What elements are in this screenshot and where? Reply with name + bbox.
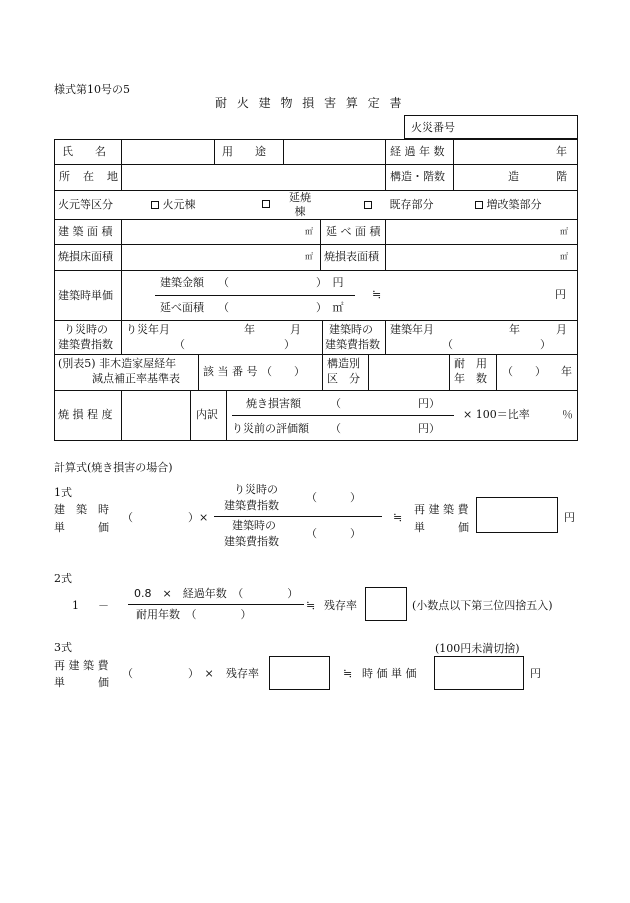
- use-field[interactable]: [284, 140, 385, 164]
- f1-den-line1: 建築時の: [232, 519, 276, 532]
- f1-result-line1: 再 建 築 費: [414, 503, 469, 516]
- f2-one: 1: [72, 599, 79, 612]
- burned-floor-area-label: 焼損床面積: [58, 250, 113, 263]
- name-field[interactable]: [122, 140, 214, 164]
- elapsed-years-unit: 年: [556, 145, 567, 158]
- structure-unit: 造: [508, 170, 519, 183]
- burned-surface-area-field[interactable]: [386, 245, 554, 270]
- f2-denominator: 耐用年数 （ ）: [136, 608, 252, 621]
- fire-date-label: り災年月: [126, 323, 170, 336]
- paren: ）: [284, 338, 295, 351]
- f3-rebuild-price-field[interactable]: （ ） ×: [122, 667, 214, 680]
- fire-index-field[interactable]: [186, 337, 282, 353]
- f2-minus: －: [98, 599, 109, 612]
- elapsed-years-label: 経 過 年 数: [390, 145, 445, 158]
- f1-den-field[interactable]: （ ）: [306, 527, 361, 540]
- construction-unit-price-label: 建築時単価: [58, 289, 113, 302]
- total-area-field[interactable]: [386, 220, 554, 244]
- building-area-label: 建 築 面 積: [58, 225, 113, 238]
- f3-residual-rate-box[interactable]: [269, 656, 330, 690]
- floors-unit: 階: [556, 170, 567, 183]
- build-year-unit: 年: [509, 323, 520, 336]
- f2-numerator: 0.8 × 経過年数 （ ）: [134, 587, 299, 600]
- pre-fire-value-label: り災前の評価額: [232, 422, 309, 435]
- useful-life-label-2: 年 数: [454, 372, 487, 385]
- building-area-unit: ㎡: [305, 227, 313, 236]
- damage-amount-label: 焼き損害額: [246, 397, 301, 410]
- fire-month-unit: 月: [290, 323, 301, 336]
- f1-unit-price-field[interactable]: （ ）×: [122, 511, 209, 524]
- f1-unit: 円: [564, 511, 575, 524]
- struct-class-label-2: 区 分: [327, 372, 360, 385]
- total-area-label: 延 べ 面 積: [326, 225, 381, 238]
- formula2-label: 2式: [54, 572, 72, 585]
- paren: ）: [540, 338, 551, 351]
- elapsed-years-field[interactable]: [454, 140, 554, 164]
- checkbox-icon[interactable]: [364, 201, 372, 209]
- fraction-line: [128, 604, 304, 605]
- yen-paren: ） 円: [316, 276, 344, 289]
- table5-label-2: 減点補正率基準表: [92, 372, 180, 385]
- spread-label-bottom: 棟: [294, 205, 306, 218]
- formula1-label: 1式: [54, 486, 72, 499]
- paren: （: [218, 301, 229, 314]
- m2-paren: ） ㎡: [316, 301, 344, 314]
- construction-amount-label: 建築金額: [160, 276, 204, 289]
- paren: （: [174, 338, 185, 351]
- location-label: 所 在 地: [59, 170, 119, 183]
- calc-heading: 計算式(焼き損害の場合): [54, 461, 173, 474]
- useful-life-unit: 年: [561, 365, 572, 378]
- f1-num-line1: り災時の: [234, 483, 278, 496]
- f1-num-line2: 建築費指数: [224, 499, 279, 512]
- page-title: 耐 火 建 物 損 害 算 定 書: [215, 96, 405, 110]
- burned-floor-area-unit: ㎡: [305, 252, 313, 261]
- build-month-unit: 月: [556, 323, 567, 336]
- burned-surface-area-label: 焼損表面積: [324, 250, 379, 263]
- spread-label-top: 延焼: [289, 191, 311, 204]
- paren: （: [442, 338, 453, 351]
- damage-amount-field[interactable]: （ 円）: [330, 397, 440, 410]
- f1-left-line2: 単 価: [54, 521, 109, 534]
- name-label: 氏 名: [62, 145, 106, 158]
- rounding-note: (小数点以下第三位四捨五入): [412, 599, 553, 612]
- residual-rate-label: 残存率: [324, 599, 357, 612]
- fraction-line: [214, 516, 382, 517]
- fire-index-label-1: り災時の: [64, 323, 108, 336]
- construction-unit-price-unit: 円: [555, 288, 566, 301]
- f1-num-field[interactable]: （ ）: [306, 491, 361, 504]
- table5-label-1: (別表5) 非木造家屋経年: [58, 357, 177, 370]
- fire-number-label: 火災番号: [411, 121, 455, 134]
- approx-sign: ≒: [372, 288, 382, 301]
- build-index-label-2: 建築費指数: [325, 338, 380, 351]
- f3-left-line1: 再 建 築 費: [54, 659, 109, 672]
- f3-rate-label: 残存率: [226, 667, 259, 680]
- ref-number-field[interactable]: （ ）: [261, 365, 305, 378]
- market-unit-price-label: 時 価 単 価: [362, 667, 417, 680]
- f1-left-line1: 建 築 時: [54, 503, 109, 516]
- useful-life-field[interactable]: （ ）: [502, 365, 546, 378]
- total-area-unit: ㎡: [560, 227, 568, 236]
- fire-index-label-2: 建築費指数: [58, 338, 113, 351]
- origin-building-option[interactable]: 火元棟: [151, 199, 196, 210]
- use-label: 用 途: [222, 145, 266, 158]
- market-unit-price-box[interactable]: [434, 656, 524, 690]
- total-area-denominator-label: 延べ面積: [160, 301, 204, 314]
- burned-floor-area-field[interactable]: [122, 245, 302, 270]
- truncate-note: (100円未満切捨): [435, 642, 520, 655]
- extension-part-option[interactable]: 増改築部分: [475, 199, 542, 210]
- spread-building-checkbox[interactable]: [262, 200, 270, 208]
- pre-fire-value-field[interactable]: （ 円）: [330, 422, 440, 435]
- f1-den-line2: 建築費指数: [224, 535, 279, 548]
- paren: （: [218, 276, 229, 289]
- existing-part-option[interactable]: 既存部分: [364, 199, 434, 210]
- construction-unit-price-field[interactable]: [386, 280, 552, 310]
- fraction-line: [232, 415, 454, 416]
- build-date-label: 建築年月: [390, 323, 434, 336]
- damage-degree-field[interactable]: [122, 391, 190, 440]
- struct-class-field[interactable]: [369, 355, 449, 390]
- rebuild-unit-price-box[interactable]: [476, 497, 558, 533]
- approx-sign: ≒: [393, 511, 403, 524]
- damage-degree-label: 焼 損 程 度: [58, 408, 113, 421]
- ratio-formula: × 100＝比率: [463, 408, 530, 421]
- origin-category-label: 火元等区分: [58, 198, 113, 211]
- burned-surface-area-unit: ㎡: [560, 252, 568, 261]
- fraction-line: [155, 295, 355, 296]
- ref-number-label: 該 当 番 号: [203, 365, 258, 378]
- fire-year-unit: 年: [244, 323, 255, 336]
- f3-unit: 円: [530, 667, 541, 680]
- build-index-field[interactable]: [454, 337, 538, 353]
- residual-rate-box[interactable]: [365, 587, 407, 621]
- f3-left-line2: 単 価: [54, 676, 109, 689]
- building-area-field[interactable]: [122, 220, 302, 244]
- useful-life-label-1: 耐 用: [454, 357, 487, 370]
- checkbox-icon[interactable]: [151, 201, 159, 209]
- approx-sign: ≒: [306, 599, 316, 612]
- structure-floors-label: 構造・階数: [390, 170, 445, 183]
- struct-class-label-1: 構造別: [327, 357, 360, 370]
- build-index-label-1: 建築時の: [329, 323, 373, 336]
- checkbox-icon[interactable]: [475, 201, 483, 209]
- percent-sign: ％: [562, 408, 573, 421]
- approx-sign: ≒: [343, 667, 353, 680]
- breakdown-label: 内訳: [196, 408, 218, 421]
- form-number: 様式第10号の5: [54, 83, 130, 96]
- location-field[interactable]: [122, 165, 384, 190]
- formula3-label: 3式: [54, 641, 72, 654]
- f1-result-line2: 単 価: [414, 521, 469, 534]
